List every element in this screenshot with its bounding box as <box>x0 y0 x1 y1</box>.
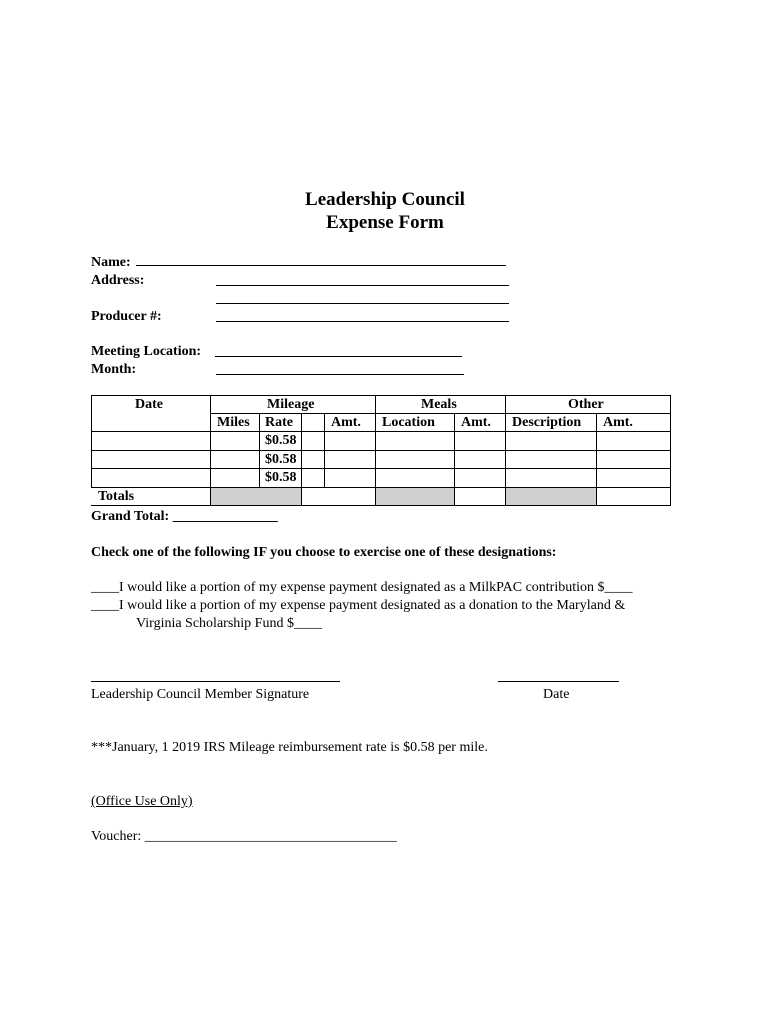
totals-label: Totals <box>98 489 135 504</box>
table-border-bottom <box>91 505 670 506</box>
member-signature-label: Leadership Council Member Signature <box>91 687 310 702</box>
header-mileage: Mileage <box>267 397 315 412</box>
header-miles: Miles <box>217 415 250 430</box>
signature-line[interactable] <box>91 681 340 682</box>
irs-mileage-note: ***January, 1 2019 IRS Mileage reimbursement rate is $0.58 per mile. <box>91 740 488 755</box>
name-label: Name: <box>91 255 131 270</box>
totals-miles-shade <box>210 487 301 505</box>
form-title-line1: Leadership Council <box>305 189 465 210</box>
table-vline <box>454 413 455 506</box>
grand-total-label: Grand Total: _______________ <box>91 509 278 524</box>
table-vline <box>596 413 597 506</box>
header-meals-amt: Amt. <box>461 415 491 430</box>
table-hline <box>91 431 670 432</box>
address-field-line-2[interactable] <box>216 303 509 304</box>
table-vline <box>324 413 325 487</box>
header-location: Location <box>382 415 435 430</box>
table-vline <box>259 413 260 487</box>
address-label: Address: <box>91 273 145 288</box>
producer-field-line[interactable] <box>216 321 509 322</box>
table-vline <box>505 395 506 506</box>
header-mileage-amt: Amt. <box>331 415 361 430</box>
expense-table <box>91 395 670 506</box>
designation-option-scholarship-cont: Virginia Scholarship Fund $____ <box>136 616 322 631</box>
office-use-label: (Office Use Only) <box>91 794 193 809</box>
date-line[interactable] <box>498 681 619 682</box>
table-hline <box>91 450 670 451</box>
table-hline <box>91 468 670 469</box>
table-hline <box>91 487 670 488</box>
table-border-right <box>670 395 671 506</box>
designation-option-scholarship: ____I would like a portion of my expense payment designated as a donation to the Maryland & <box>91 598 626 613</box>
address-field-line-1[interactable] <box>216 285 509 286</box>
meeting-location-field-line[interactable] <box>215 356 462 357</box>
header-rate: Rate <box>265 415 293 430</box>
totals-description-shade <box>505 487 596 505</box>
month-label: Month: <box>91 362 137 377</box>
rate-value: $0.58 <box>265 433 297 448</box>
meeting-location-label: Meeting Location: <box>91 344 202 359</box>
header-date: Date <box>135 397 163 412</box>
table-vline <box>375 395 376 506</box>
designations-heading: Check one of the following IF you choose to exercise one of these designations: <box>91 545 557 560</box>
table-vline <box>301 413 302 506</box>
table-vline <box>210 395 211 506</box>
header-meals: Meals <box>421 397 457 412</box>
totals-location-shade <box>375 487 454 505</box>
header-other-amt: Amt. <box>603 415 633 430</box>
date-label: Date <box>543 687 570 702</box>
voucher-label: Voucher: ____________________________________ <box>91 829 397 844</box>
header-other: Other <box>568 397 604 412</box>
form-title-line2: Expense Form <box>326 212 444 233</box>
producer-label: Producer #: <box>91 309 162 324</box>
month-field-line[interactable] <box>216 374 464 375</box>
designation-option-milkpac: ____I would like a portion of my expense payment designated as a MilkPAC contribution $____ <box>91 580 633 595</box>
name-field-line[interactable] <box>136 265 506 266</box>
header-description: Description <box>512 415 582 430</box>
rate-value: $0.58 <box>265 452 297 467</box>
table-border-left <box>91 395 92 487</box>
rate-value: $0.58 <box>265 470 297 485</box>
